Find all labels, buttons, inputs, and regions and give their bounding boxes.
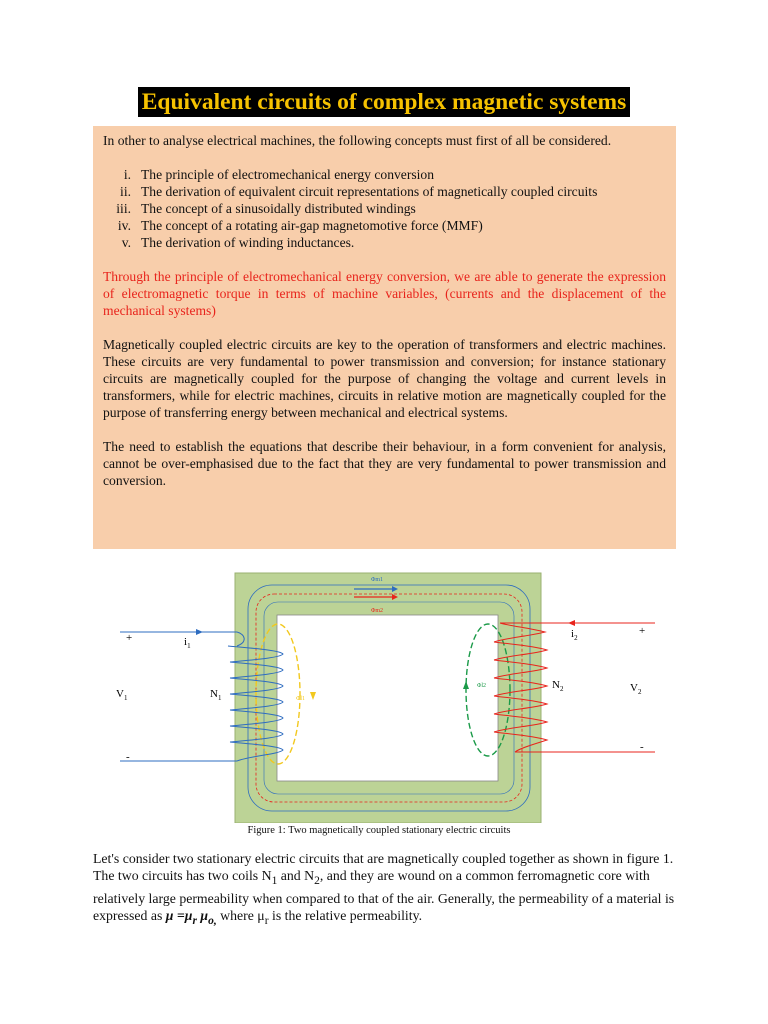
v2-label: $V_2$ bbox=[630, 682, 642, 696]
body-text-5: is the relative permeability. bbox=[268, 907, 423, 923]
plus-right-label: + bbox=[639, 625, 646, 637]
list-text: The derivation of equivalent circuit representations of magnetically coupled circuits bbox=[141, 184, 598, 199]
list-item bbox=[103, 200, 666, 217]
minus-right-label: - bbox=[640, 741, 644, 753]
list-item bbox=[103, 183, 666, 200]
list-text: The derivation of winding inductances. bbox=[141, 235, 355, 250]
list-number: ii. bbox=[120, 184, 131, 199]
subscript: 1 bbox=[271, 874, 278, 887]
n2-label: $N_2$ bbox=[552, 679, 564, 693]
minus-left-label: - bbox=[126, 751, 130, 763]
paragraph-coupled-circuits: Magnetically coupled electric circuits are key to the operation of transformers and electric machines. These circuits are very fundamental to power transmission and conversion; for instance stationary circuits are magnetically coupled for the purpose of changing the voltage and current levels in transformers, while for electric machines, circuits in relative motion are magnetically coupled for the purpose of transferring energy between mechanical and electrical systems. bbox=[103, 337, 666, 420]
list-item bbox=[103, 217, 666, 234]
n1-label: $N_1$ bbox=[210, 688, 222, 702]
list-number: iv. bbox=[117, 218, 131, 233]
highlight-box bbox=[93, 126, 676, 549]
body-text-3: , and they are wound on a common ferromagnetic core with relatively large permeability when compared to that of the air. Generally, the permeability of a material is expressed as bbox=[93, 868, 675, 923]
i2-arrowhead bbox=[568, 620, 575, 626]
body-paragraph bbox=[93, 850, 683, 930]
list-number: iii. bbox=[116, 201, 131, 216]
list-item bbox=[103, 234, 666, 251]
title-wrap bbox=[0, 87, 768, 117]
paragraph-equations: The need to establish the equations that describe their behaviour, in a form convenient for analysis, cannot be over-emphasised due to the fact that they are very fundamental to power transmission and conversion. bbox=[103, 439, 666, 488]
page-title: Equivalent circuits of complex magnetic systems bbox=[138, 87, 631, 117]
list-item bbox=[103, 166, 666, 183]
body-text-4: where μ bbox=[216, 907, 265, 923]
list-text: The concept of a rotating air-gap magnetomotive force (MMF) bbox=[141, 218, 483, 233]
phi-l1-label: Φl1 bbox=[296, 696, 306, 702]
list-number: v. bbox=[121, 235, 131, 250]
list-text: The principle of electromechanical energy conversion bbox=[141, 167, 435, 182]
figure-caption: Figure 1: Two magnetically coupled stationary electric circuits bbox=[247, 825, 511, 836]
v1-label: $V_1$ bbox=[116, 688, 128, 702]
red-paragraph: Through the principle of electromechanical energy conversion, we are able to generate the expression of electromagnetic torque in terms of machine variables, (currents and the displacement of the mechanical systems) bbox=[103, 269, 666, 318]
i1-arrowhead bbox=[196, 629, 203, 635]
magnetic-circuit-figure bbox=[100, 565, 660, 823]
subscript: r bbox=[264, 914, 269, 927]
core-window bbox=[277, 615, 498, 781]
body-text-2: and N bbox=[277, 868, 315, 883]
plus-left-label: + bbox=[126, 632, 133, 644]
subscript: 2 bbox=[314, 874, 320, 887]
body-text-1: Let's consider two stationary electric circuits that are magnetically coupled together as shown in figure 1. The two circuits has two coils N bbox=[93, 851, 674, 883]
phi-m2-label: Φm2 bbox=[371, 608, 384, 614]
intro-paragraph: In other to analyse electrical machines, the following concepts must first of all be considered. bbox=[103, 133, 612, 148]
i1-label: $i_1$ bbox=[184, 636, 191, 650]
list-text: The concept of a sinusoidally distributed windings bbox=[141, 201, 416, 216]
concepts-list bbox=[103, 166, 666, 251]
phi-m1-label: Φm1 bbox=[371, 577, 384, 583]
phi-l2-label: Φl2 bbox=[477, 683, 487, 689]
list-number: i. bbox=[123, 167, 131, 182]
i2-label: $i_2$ bbox=[571, 628, 578, 642]
permeability-formula: $\mu =\mu_r$ $\mu_{o,}$ bbox=[165, 907, 217, 927]
